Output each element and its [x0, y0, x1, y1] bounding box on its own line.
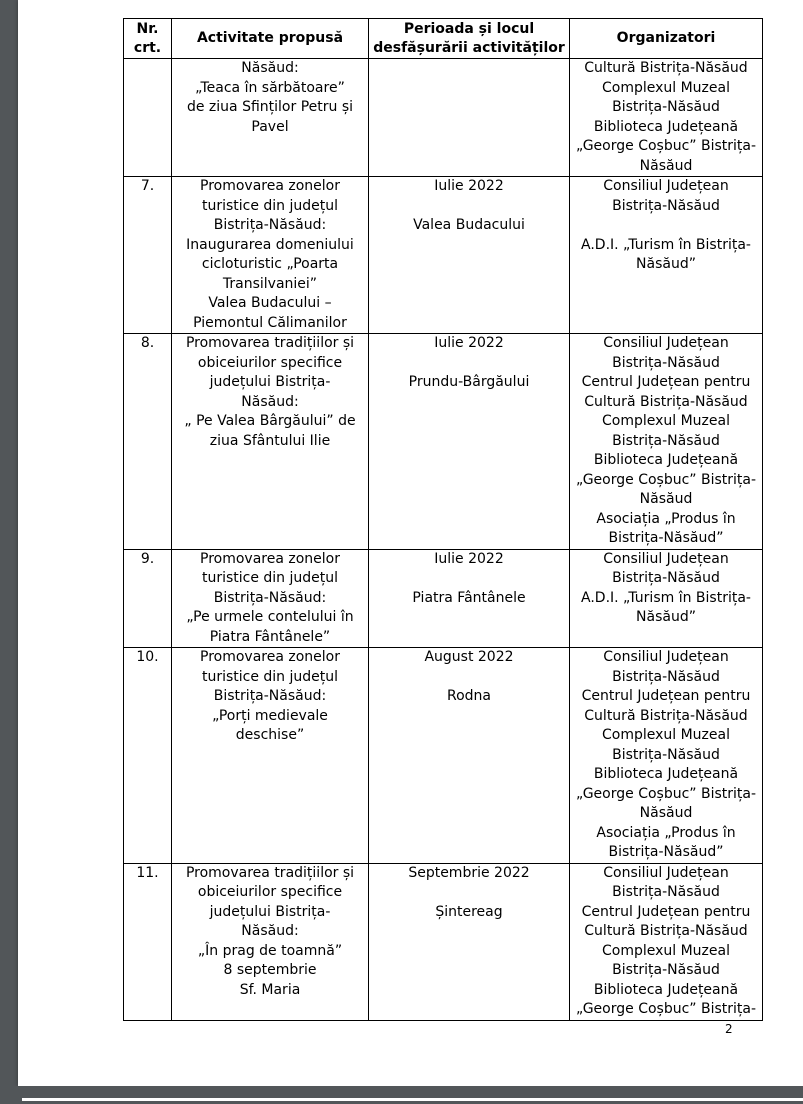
row-activity: Promovarea zonelor turistice din județul Bistrița-Năsăud: „Porți medievale deschise” — [172, 648, 369, 864]
row-nr: 8. — [124, 334, 172, 550]
row-period — [369, 59, 570, 177]
table-row — [124, 334, 763, 550]
table-row — [124, 648, 763, 864]
row-nr: 10. — [124, 648, 172, 864]
table-row — [124, 549, 763, 648]
row-period: Iulie 2022 Piatra Fântânele — [369, 549, 570, 648]
table-row — [124, 177, 763, 334]
row-nr: 9. — [124, 549, 172, 648]
row-period: Iulie 2022 Prundu-Bârgăului — [369, 334, 570, 550]
row-organizers: Consiliul Județean Bistrița-Năsăud A.D.I. „Turism în Bistrița- Năsăud” — [570, 549, 763, 648]
row-organizers: Cultură Bistrița-Năsăud Complexul Muzeal Bistrița-Năsăud Biblioteca Județeană „George Coșbuc” Bistrița- Năsăud — [570, 59, 763, 177]
viewer-bottom-strip — [0, 1086, 803, 1104]
row-activity: Promovarea zonelor turistice din județul Bistrița-Năsăud: Inaugurarea domeniului cicloturistic „Poarta Transilvaniei” Valea Budacului – Piemontul Călimanilor — [172, 177, 369, 334]
row-period: August 2022 Rodna — [369, 648, 570, 864]
row-activity: Promovarea tradițiilor și obiceiurilor specifice județului Bistrița- Năsăud: „ Pe Valea Bârgăului” de ziua Sfântului Ilie — [172, 334, 369, 550]
row-nr — [124, 59, 172, 177]
row-organizers: Consiliul Județean Bistrița-Năsăud A.D.I. „Turism în Bistrița- Năsăud” — [570, 177, 763, 334]
header-nr: Nr. crt. — [124, 19, 172, 59]
row-nr: 11. — [124, 863, 172, 1020]
row-activity: Promovarea tradițiilor și obiceiurilor specifice județului Bistrița- Năsăud: „În prag de toamnă” 8 septembrie Sf. Maria — [172, 863, 369, 1020]
page-number: 2 — [725, 1022, 733, 1036]
row-period: Iulie 2022 Valea Budacului — [369, 177, 570, 334]
row-nr: 7. — [124, 177, 172, 334]
table-header-row — [124, 19, 763, 59]
header-organizers: Organizatori — [570, 19, 763, 59]
row-organizers: Consiliul Județean Bistrița-Năsăud Centrul Județean pentru Cultură Bistrița-Năsăud Complexul Muzeal Bistrița-Năsăud Biblioteca Județeană „George Coșbuc” Bistrița- — [570, 863, 763, 1020]
next-page-edge — [22, 1098, 803, 1101]
row-activity: Năsăud: „Teaca în sărbătoare” de ziua Sfinților Petru și Pavel — [172, 59, 369, 177]
row-period: Septembrie 2022 Șintereag — [369, 863, 570, 1020]
table-row — [124, 863, 763, 1020]
row-activity: Promovarea zonelor turistice din județul Bistrița-Năsăud: „Pe urmele contelului în Piatra Fântânele” — [172, 549, 369, 648]
document-page — [18, 0, 803, 1086]
table-row — [124, 59, 763, 177]
activities-table — [123, 18, 763, 1021]
header-period: Perioada și locul desfășurării activităților — [369, 19, 570, 59]
row-organizers: Consiliul Județean Bistrița-Năsăud Centrul Județean pentru Cultură Bistrița-Năsăud Complexul Muzeal Bistrița-Năsăud Biblioteca Județeană „George Coșbuc” Bistrița- Năsăud Asociația „Produs în Bistrița-Năsăud” — [570, 334, 763, 550]
header-activity: Activitate propusă — [172, 19, 369, 59]
row-organizers: Consiliul Județean Bistrița-Năsăud Centrul Județean pentru Cultură Bistrița-Năsăud Complexul Muzeal Bistrița-Năsăud Biblioteca Județeană „George Coșbuc” Bistrița- Năsăud Asociația „Produs în Bistrița-Năsăud” — [570, 648, 763, 864]
